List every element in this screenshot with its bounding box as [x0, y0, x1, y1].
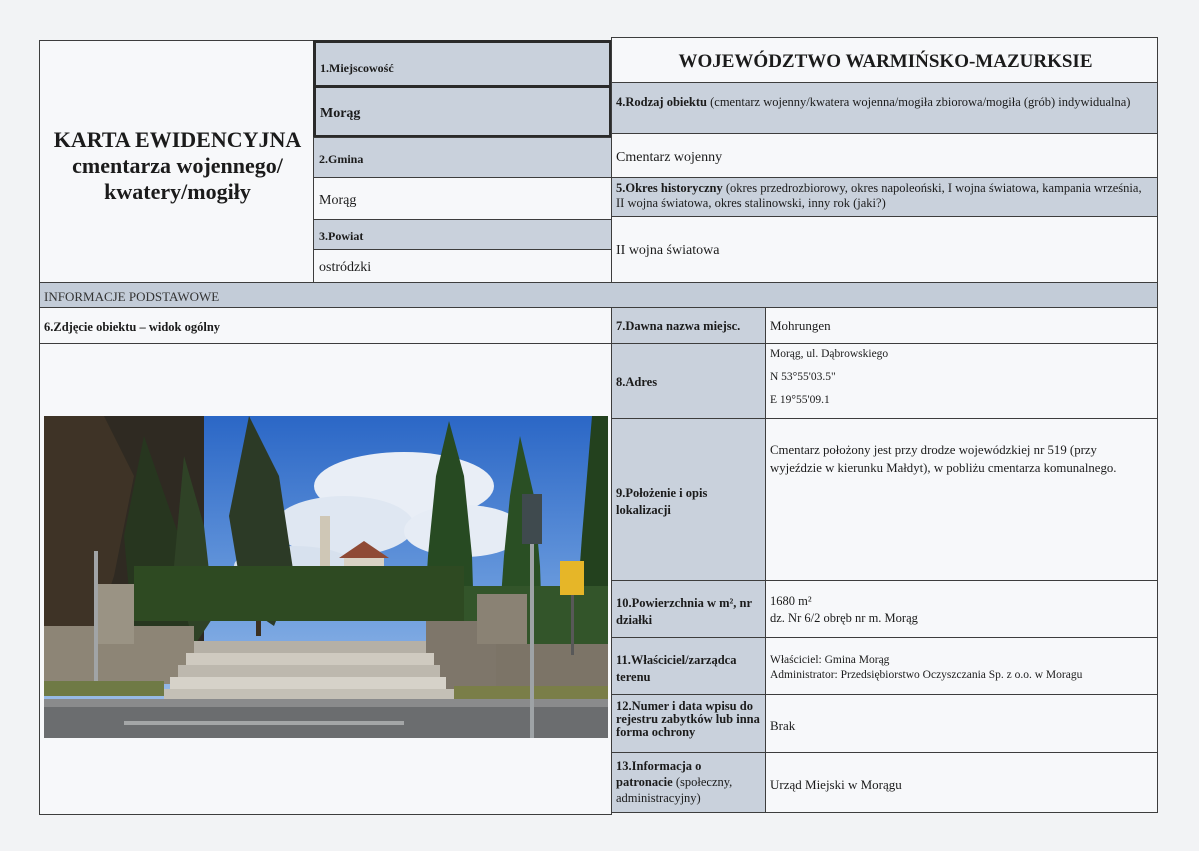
field-9-value: Cmentarz położony jest przy drodze wojewódzkiej nr 519 (przy wyjeździe w kierunku Małdyt), w pobliżu cmentarza komunalnego.: [770, 443, 1117, 475]
field-9-label-cell: [611, 418, 766, 581]
field-5-label: 5.Okres historyczny: [616, 181, 723, 195]
field-12-label: 12.Numer i data wpisu do rejestru zabytków lub inna forma ochrony: [616, 699, 760, 739]
field-6-label: 6.Zdjęcie obiektu – widok ogólny: [44, 320, 221, 334]
field-1-value-cell: [313, 88, 612, 138]
field-13-hint: (społeczny, administracyjny): [616, 775, 733, 805]
field-13-label-cell: [611, 752, 766, 813]
field-10-line2: dz. Nr 6/2 obręb nr m. Morąg: [770, 611, 918, 625]
field-5-value-cell: [611, 216, 1158, 283]
field-1-value: Morąg: [320, 106, 361, 121]
voivodeship-cell: [611, 37, 1158, 83]
field-5-value: II wojna światowa: [616, 243, 720, 258]
field-8-line2: N 53°55'03.5": [770, 371, 836, 383]
field-8-line3: E 19°55'09.1: [770, 394, 830, 406]
field-13-label-text: [616, 758, 766, 806]
section-basic-info: [39, 282, 1158, 308]
field-3-label: 3.Powiat: [319, 229, 364, 243]
field-2-label-cell: [313, 137, 612, 178]
field-6-label-cell: [39, 307, 612, 344]
field-3-value: ostródzki: [319, 260, 372, 275]
section-basic-info-label: INFORMACJE PODSTAWOWE: [44, 289, 220, 304]
voivodeship-title: WOJEWÓDZTWO WARMIŃSKO-MAZURKSIE: [678, 51, 1093, 72]
field-4-hint: (cmentarz wojenny/kwatera wojenna/mogiła zbiorowa/mogiła (grób) indywidualna): [706, 95, 1131, 109]
field-12-label-cell: [611, 694, 766, 753]
field-4-label-cell: [611, 82, 1158, 134]
field-13-label: 13.Informacja o: [616, 759, 702, 773]
field-13-value: Urząd Miejski w Morągu: [770, 777, 902, 792]
field-10-value-cell: [765, 580, 1158, 638]
field-7-label: 7.Dawna nazwa miejsc.: [616, 319, 741, 333]
field-1-label: 1.Miejscowość: [320, 61, 394, 75]
field-10-label: 10.Powierzchnia w m², nr działki: [616, 596, 752, 627]
field-5-label-cell: [611, 177, 1158, 217]
field-11-line1: Właściciel: Gmina Morąg: [770, 654, 890, 666]
field-9-label: 9.Położenie i opis lokalizacji: [616, 486, 708, 517]
field-7-label-cell: [611, 307, 766, 344]
field-11-value-cell: [765, 637, 1158, 695]
field-13-label2: patronacie: [616, 775, 673, 789]
field-4-value: Cmentarz wojenny: [616, 150, 723, 165]
card-title-line2: cmentarza wojennego/: [72, 153, 283, 178]
field-10-line1: 1680 m²: [770, 594, 812, 608]
field-7-value: Mohrungen: [770, 318, 831, 333]
field-2-value: Morąg: [319, 193, 357, 208]
field-8-value-cell: [765, 343, 1158, 419]
field-10-label-cell: [611, 580, 766, 638]
field-13-value-cell: [765, 752, 1158, 813]
card-title-line1: KARTA EWIDENCYJNA: [53, 127, 302, 152]
field-9-value-cell: [765, 418, 1158, 581]
card-title: [40, 127, 314, 205]
field-4-value-cell: [611, 133, 1158, 178]
field-12-value-cell: [765, 694, 1158, 753]
field-11-line2: Administrator: Przedsiębiorstwo Oczyszczania Sp. z o.o. w Moragu: [770, 669, 1083, 681]
field-3-label-cell: [313, 219, 612, 250]
memorial-photo-graphic: [44, 416, 608, 738]
field-8-label-cell: [611, 343, 766, 419]
field-3-value-cell: [313, 249, 612, 283]
field-4-label: 4.Rodzaj obiektu: [616, 95, 707, 109]
memorial-photo: [44, 416, 608, 738]
field-11-label: 11.Właściciel/zarządca terenu: [616, 653, 737, 684]
field-7-value-cell: [765, 307, 1158, 344]
field-11-label-cell: [611, 637, 766, 695]
field-8-line1: Morąg, ul. Dąbrowskiego: [770, 348, 889, 360]
card-title-line3: kwatery/mogiły: [104, 179, 251, 204]
field-4-label-text: [616, 95, 1152, 110]
card-title-cell: [39, 40, 314, 283]
field-8-label: 8.Adres: [616, 375, 658, 389]
field-1-label-cell: [313, 40, 612, 88]
field-12-value: Brak: [770, 718, 796, 733]
field-2-value-cell: [313, 177, 612, 220]
field-2-label: 2.Gmina: [319, 152, 364, 166]
field-5-hint: (okres przedrozbiorowy, okres napoleoński, I wojna światowa, kampania września, II wojna światowa, okres stalinowski, inny rok (jaki?): [616, 181, 1142, 210]
field-5-label-text: [616, 181, 1152, 211]
